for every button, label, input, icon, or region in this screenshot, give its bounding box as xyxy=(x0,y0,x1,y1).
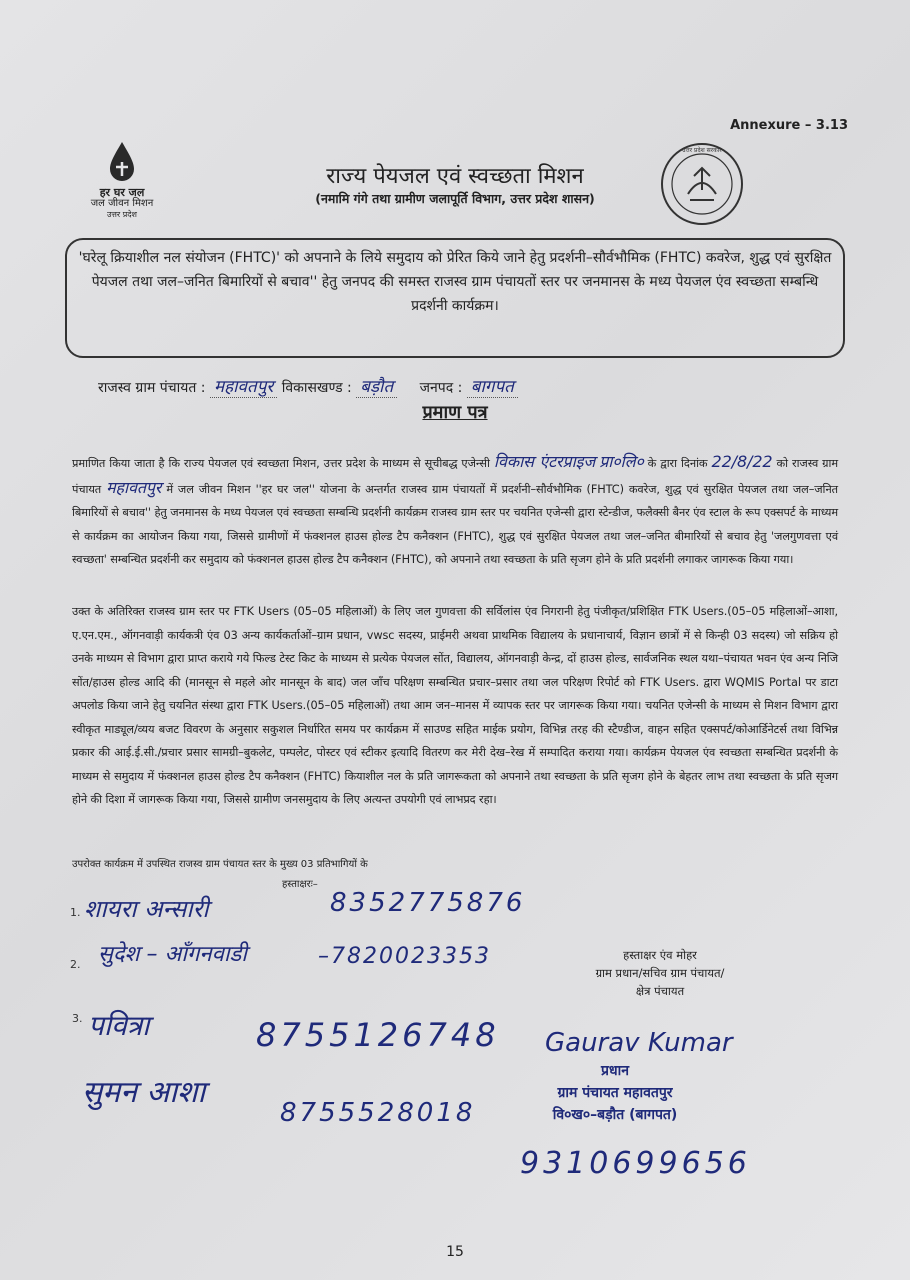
participant-name-2: सुदेश – आँगनवाडी xyxy=(98,942,247,967)
page-number: 15 xyxy=(446,1244,464,1260)
participant-number-2: 2. xyxy=(70,958,81,971)
logo-line2: जल जीवन मिशन xyxy=(90,198,154,209)
district-value: बागपत xyxy=(467,374,518,398)
page-title: राज्य पेयजल एवं स्वच्छता मिशन xyxy=(326,164,584,189)
participant-name-1: शायरा अन्सारी xyxy=(84,895,209,923)
participant-phone-3: 8755126748 xyxy=(256,1016,500,1054)
stamp-line1: हस्ताक्षर एंव मोहर xyxy=(623,948,697,962)
village-handwritten: महावतपुर xyxy=(106,477,162,497)
pradhan-panchayat: ग्राम पंचायत महावतपुर xyxy=(557,1085,673,1101)
participant-phone-1: 8352775876 xyxy=(330,888,526,918)
agency-suffix-handwritten: प्रा०लि० xyxy=(599,452,644,471)
para1-part-b: के द्वारा दिनांक xyxy=(647,457,708,470)
para1-part-d: में जल जीवन मिशन ''हर घर जल'' योजना के अन्तर्गत राजस्व ग्राम पंचायतों में प्रदर्शनी–सौर्वभौमिक (FHTC) कवरेज, शुद्ध एवं सुरक्षित पेयजल तथा जल–जनित बिमारियों से बचाव'' हेतु जनमानस के मध्य पेयजल एवं स्वच्छता सम्बन्धि प्रदर्शनी कार्यक्रम राजस्व ग्राम स्तर पर चयनित एजेन्सी द्वारा स्टेन्डीज, फलैक्सी बैनर एंव स्टाल के रूप एक्सपर्ट के माध्यम से कार्यक्रम का आयोजन किया गया, जिससे ग्रामीणों में फंक्शनल हाउस होल्ड टैप कनैक्शन (FHTC), शुद्ध एवं सुरक्षित पेयजल तथा जल–जनित बीमारियों से बचाव हेतु 'जलगुणवत्ता एवं स्वच्छता' सम्बन्धित प्रदर्शनी कर समुदाय को फंक्शनल हाउस होल्ड टैप कनैक्शन (FHTC), को अपनाने तथा स्वच्छता के प्रति सृजग होने के प्रति प्रदर्शनी लगाकर जागरूक किया गया। xyxy=(72,482,838,566)
participant-phone-4: 8755528018 xyxy=(280,1098,476,1128)
pradhan-signature: Gaurav Kumar xyxy=(545,1028,733,1058)
certificate-paragraph-1 xyxy=(72,450,838,572)
annexure-label: Annexure – 3.13 xyxy=(730,118,848,133)
seal-text: उत्तर प्रदेश सरकार xyxy=(682,147,722,154)
certificate-title: प्रमाण पत्र xyxy=(422,402,488,423)
participants-note: उपरोक्त कार्यक्रम में उपस्थित राजस्व ग्राम पंचायत स्तर के मुख्य 03 प्रतिभागियों के xyxy=(72,859,368,870)
block-value: बड़ौत xyxy=(356,374,397,398)
page-subtitle: (नमामि गंगे तथा ग्रामीण जलापूर्ति विभाग, उत्तर प्रदेश शासन) xyxy=(315,191,595,206)
pradhan-stamp xyxy=(500,1060,730,1126)
gram-panchayat-value: महावतपुर xyxy=(210,374,277,398)
para1-part-c: को राजस्व ग्राम पंचायत xyxy=(72,457,839,496)
block-label: विकासखण्ड : xyxy=(281,380,352,396)
participant-name-3: पवित्रा xyxy=(88,1009,150,1042)
district-label: जनपद : xyxy=(419,380,463,396)
participant-number-1: 1. xyxy=(70,906,81,919)
agency-name-handwritten: विकास एंटरप्राइज xyxy=(493,452,596,471)
stamp-line2: ग्राम प्रधान/सचिव ग्राम पंचायत/ xyxy=(595,966,725,980)
location-fields xyxy=(98,374,818,398)
logo-line3: उत्तर प्रदेश xyxy=(107,210,137,219)
stamp-line3: क्षेत्र पंचायत xyxy=(635,984,685,998)
date-handwritten: 22/8/22 xyxy=(711,452,773,471)
pradhan-title: प्रधान xyxy=(601,1063,629,1079)
stamp-signature-block xyxy=(565,946,755,1000)
pradhan-block: वि०ख०–बड़ौत (बागपत) xyxy=(552,1107,678,1123)
pradhan-phone: 9310699656 xyxy=(520,1146,751,1181)
certificate-paragraph-2: उक्त के अतिरिक्त राजस्व ग्राम स्तर पर FTK Users (05–05 महिलाओं) के लिए जल गुणवत्ता की सर्विलांस एंव निगरानी हेतु पंजीकृत/प्रशिक्षित FTK Users.(05–05 महिलाओं–आशा, ए.एन.एम., ऑगनवाड़ी कार्यकत्री एंव 03 अन्य कार्यकर्ताओं–ग्राम प्रधान, vwsc सदस्य, प्राईमरी अथवा प्राथमिक विद्यालय के प्रधानाचार्य, विज्ञान छात्रों में से किन्ही 03 सदस्य) जो सक्रिय हो उनके माध्यम से विभाग द्वारा प्राप्त कराये गये फिल्ड टेस्ट किट के माध्यम से प्रत्येक पेयजल सोंत, विद्यालय, ऑगनवाड़ी केन्द्र, दों हाउस होल्ड, सार्वजनिक स्थल यथा–पंचायत भवन एंव अन्य निजि सोंत/हाउस होल्ड आदि की (मानसून से महले ओर मानसून के बाद) जल जाँच परिक्षण सम्बन्धित प्रचार–प्रसार तथा जल परिक्षण रिपोर्ट को FTK Users. द्वारा WQMIS Portal पर डाटा अपलोड किया जाने हेतु चयनित संस्था द्वारा FTK Users.(05–05 महिलाओं) तथा आम जन–मानस में व्यापक स्तर पर जागरूक किया गया। चयनित एजेन्सी के माध्यम से मिशन विभाग द्वारा स्वीकृत माड्यूल/व्यय बजट विवरण के अनुसार सकुशल निर्धारित समय पर कार्यक्रम में साउण्ड सहित माईक प्रयोग, विभिन्न तरह की स्टैण्डीज, वाहन सहित एक्सपर्ट/कोआर्डिनेटर्स तथा विभिन्न प्रकार की आई.ई.सी./प्रचार प्रसार सामग्री–बुकलेट, पम्पलेट, पोस्टर एवं स्टीकर इत्यादि वितरण कर मेरी देख–रेख में सम्पादित कराया गया। कार्यक्रम पेयजल एंव स्वच्छता सम्बन्धित प्रदर्शनी के माध्यम से समुदाय में फंक्शनल हाउस होल्ड टैप कनैक्शन (FHTC) कियाशील नल के प्रति जागरूकता को अपनाने तथा स्वच्छता के प्रति सृजग होने के बेहतर लाभ तथा स्वच्छता के प्रति सृजग होने की दिशा में जागरूक किया गया, जिससे ग्रामीण जनसमुदाय के लिए अत्यन्त उपयोगी एवं लाभप्रद रहा। xyxy=(72,605,838,806)
participant-phone-2: –7820023353 xyxy=(318,944,491,969)
signature-label: हस्ताक्षरः– xyxy=(282,879,318,890)
logo-line1: हर घर जल xyxy=(99,186,145,199)
participant-name-4: सुमन आशा xyxy=(82,1075,206,1110)
gram-panchayat-label: राजस्व ग्राम पंचायत : xyxy=(98,380,206,396)
participant-number-3: 3. xyxy=(72,1012,83,1025)
para1-part-a: प्रमाणित किया जाता है कि राज्य पेयजल एवं स्वच्छता मिशन, उत्तर प्रदेश के माध्यम से सूचीबद्ध एजेन्सी xyxy=(72,457,490,470)
program-description-box: 'घरेलू क्रियाशील नल संयोजन (FHTC)' को अपनाने के लिये समुदाय को प्रेरित किये जाने हेतु प्रदर्शनी–सौर्वभौमिक (FHTC) कवरेज, शुद्ध एवं सुरक्षित पेयजल तथा जल–जनित बिमारियों से बचाव'' हेतु जनपद की समस्त राजस्व ग्राम पंचायतों स्तर पर जनमानस के मध्य पेयजल एंव स्वच्छता सम्बन्धि प्रदर्शनी कार्यक्रम। xyxy=(65,238,845,358)
